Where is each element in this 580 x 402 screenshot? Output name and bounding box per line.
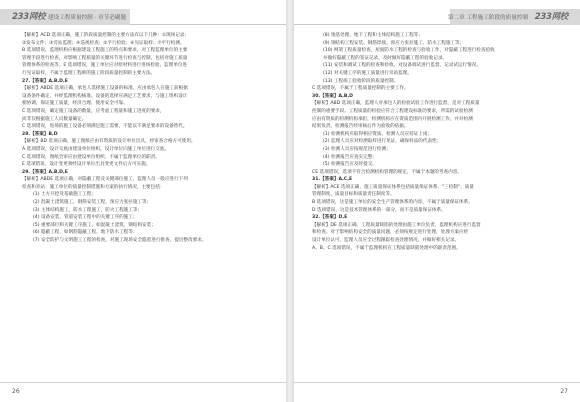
text-line: 结果负责。检测报告经审核后作为验收的依据。 [312, 124, 409, 130]
text-line: 设计单位认可，监理人员应全过程跟踪检查处理情况，并做好相关记录。 [312, 238, 460, 244]
text-line: 和检查。对于影响结构安全的质量问题，必须按规定进行处理，处理方案应经 [312, 230, 469, 236]
text-line: 管理手段进行检查，对影响工程质量的关键环节进行检查与控制，包括对施工质量 [22, 55, 188, 61]
text-line: B 选项错误，这是施工单位的安全生产管理体系的内容，不属于质量保证体系。 [312, 200, 473, 206]
text-line: C 选项错误，进场的施工设备必须满足施工需要，不能以不满足要求的设备替代。 [22, 124, 188, 130]
text-line: C 选项错误，不属于工程质量控制的主要工作。 [312, 86, 409, 92]
list-item: (1) 检测机构应取得相应资质，检测人员应持证上岗； [323, 131, 433, 137]
text-line: CE 选项错误，选项不符合检测机构管理的规定，不属于本题的考查内容。 [312, 169, 462, 175]
answer-heading: 32.【答案】D,E [312, 215, 348, 221]
right-page [294, 0, 580, 402]
list-item: (12) 对关键工序的施工质量进行旁站监理。 [323, 70, 412, 76]
header-rule [130, 24, 286, 25]
header-title: 建设工程质量控制 · 章节必刷题 [48, 15, 127, 21]
list-item: (13) 工程竣工验收阶段的质量控制。 [323, 78, 399, 84]
left-page [0, 0, 286, 402]
right-page-body [312, 32, 558, 252]
text-line: 【解析】ACE 选项正确，施工质量保证体系包括质量保证体系、"三检制"、质量 [312, 184, 474, 190]
header-title: 第二章 工程施工阶段的质量控制 [447, 15, 528, 21]
list-item: (2) 监理人员应对检测取样进行见证，确保样品的代表性； [323, 139, 442, 145]
text-line: 检查和旁站：施工单位的质量控制措施和方案的执行情况，主要包括： [22, 184, 165, 190]
list-item: (4) 检测报告应真实完整； [323, 154, 377, 160]
list-item: (4) 设备安装，管道安装工程中的关键工序的施工； [33, 215, 138, 221]
list-item: (9) 钢结构工程安装、钢筋焊接、预应力张拉施工、防水工程施工等； [323, 40, 465, 46]
text-line: 设备条件确定，并经监理机构核准。设备的选择应满足工艺要求，与施工组织设计 [22, 93, 188, 99]
book-gutter [286, 0, 294, 402]
text-line: 应由有资质的检测机构承担，检测机构应在资质范围内开展检测工作，并对检测 [312, 116, 473, 122]
answer-heading: 27.【答案】A,B,D,E [22, 78, 68, 84]
text-line: ②发布文件；③旁站监理；④巡视检查；⑤平行检验；⑥见证取样；⑦平行检测。 [22, 40, 185, 46]
list-item: (7) 安全防护与文明施工工程的检查，对施工现场安全隐患进行排查，提出整改要求。 [33, 238, 207, 244]
text-line: C 选项错误，确定施工设备的数量，应考虑工程量和施工进度的要求， [22, 108, 165, 114]
text-line: 相协调，保证施工质量，经济合理、使用安全可靠。 [22, 101, 128, 107]
text-line: 【解析】ABDE 选项正确，承包人选择施工设备的标准，应由承包人在施工前根据 [22, 86, 188, 92]
answer-heading: 31.【答案】A,C,E [312, 177, 353, 183]
list-item: (6) 隐蔽工程，如钢筋隐蔽工程，地下防水工程等； [33, 230, 138, 236]
list-item: (11) 安装和调试工程的检查和验收，对设备调试进行监督，记录试运行情况。 [323, 63, 481, 69]
text-line: A、B、C 选项错误，不属于监理机构在工程质量缺陷处理中的职责范围。 [312, 245, 461, 251]
left-page-header [0, 9, 286, 25]
text-line: C 选项错误，图纸会审应由建设单位组织，不属于监理单位的职责。 [22, 154, 160, 160]
answer-heading: 30.【答案】A,B,D [312, 93, 353, 99]
text-line: B 选项错误，监理机构应根据建设工程施工的特点和要求，对工程监理单位的主要 [22, 48, 188, 54]
text-line: E 选项错误，设计变更须经设计单位出具变更文件后方可实施。 [22, 162, 151, 168]
text-line: 管理体系的检查等。E 选项错误，施工单位应对原材料进行进场检验，监理单位进 [22, 63, 188, 69]
text-line: 而非仅根据施工人员数量确定。 [22, 116, 87, 122]
list-item: (3) 检测人员应按规范进行检测； [323, 146, 391, 152]
list-item: (10) 网架工程质量检查，屋面防水工程的检查与验收工作，对隐蔽工程进行检查验收 [323, 48, 495, 54]
footer-rule [294, 382, 580, 383]
list-item: (3) 主体结构施工，防水工程施工，防火工程施工等； [33, 207, 143, 213]
list-item: 并做好隐蔽工程的签证记录，及时做好隐蔽工程的验收记录。 [323, 55, 448, 61]
text-line: 【解析】DE 选项正确，工程质量缺陷的处理由施工单位负责，监理机构应进行监督 [312, 222, 481, 228]
left-page-body [22, 32, 266, 245]
text-line: 【解析】ABD 选项正确，监理人对承包人的检验试验工作进行监督，是对工程质量 [312, 101, 480, 107]
page-number: 27 [560, 388, 568, 395]
list-item: (8) 地基处理，地下工程和主体结构施工工程等； [323, 33, 423, 38]
text-line: A 选项错误，设计交底由建设单位组织，设计单位向施工单位进行交底。 [22, 146, 170, 152]
list-item: (2) 混凝土浇筑施工，钢筋安装工程，预应力张拉施工等； [33, 200, 152, 206]
text-line: 【解析】ACD 选项正确，施工阶段质量控制的主要方法有以下几种：①现场记录； [22, 33, 189, 38]
answer-heading: 29.【答案】A,B,D,E [22, 169, 68, 175]
page-number: 26 [12, 388, 20, 395]
brand-logo: 233网校 [12, 12, 46, 22]
header-rule [294, 24, 450, 25]
text-line: 【解析】ABDE 选项正确，对隐蔽工程及关键部位施工，监理人员一般应进行下列 [22, 177, 188, 183]
text-line: 管理制度、质量目标和质量责任制度等。 [312, 192, 395, 198]
right-page-header [294, 9, 580, 25]
text-line: 控制的重要手段。工程质量的检验应符合工程建设标准的要求，所需的试验检测 [312, 108, 473, 114]
brand-logo: 233网校 [534, 12, 568, 22]
answer-heading: 28.【答案】B,D [22, 131, 58, 137]
list-item: (1) 土方开挖及基础施工工程； [33, 192, 97, 198]
text-line: 【解析】BD 选项正确，施工图纸应由有资质的设计单位出具，经审查合格方可使用。 [22, 139, 196, 145]
footer-rule [0, 382, 286, 383]
text-line: D 选项错误，这是技术管理体系的一部分，而不是质量保证体系。 [312, 207, 446, 213]
list-item: (5) 重要部位和关键工序施工，如混凝土浇筑、钢结构安装； [33, 222, 156, 228]
text-line: 行见证取样，不属于监理工程师的施工阶段质量控制的主要方法。 [22, 70, 156, 76]
list-item: (5) 检测报告应及时提交。 [323, 162, 377, 168]
